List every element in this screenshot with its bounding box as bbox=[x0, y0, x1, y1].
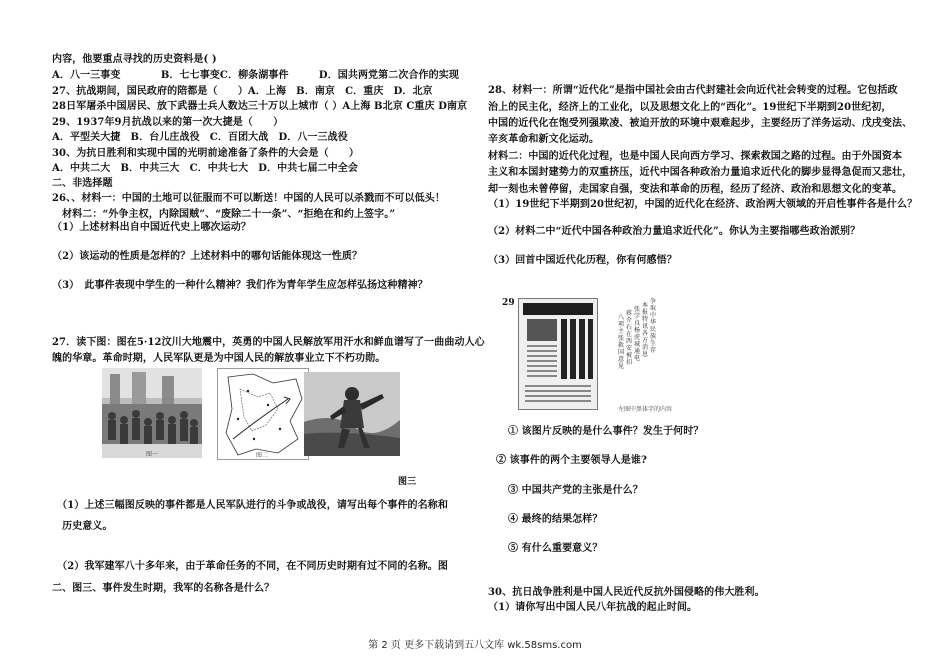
figure-1-photo bbox=[102, 368, 202, 458]
question-line: 历史意义。 bbox=[52, 521, 113, 532]
text-line: A．八一三事变 B．七七事变C．柳条湖事件 D．国共两党第二次合作的实现 bbox=[52, 70, 459, 81]
text-line: 27．读下图：图在5·12汶川大地震中，英勇的中国人民解放军用汗水和鲜血谱写了一曲曲动人心 bbox=[52, 337, 485, 348]
question-line: （2）该运动的性质是怎样的？上述材料中的哪句话能体现这一性质？ bbox=[52, 251, 363, 262]
question-29-number: 29 bbox=[502, 298, 515, 308]
vertical-text: 本报特讯各方消息 bbox=[642, 302, 649, 358]
text-line: 辛亥革命和新文化运动。 bbox=[488, 134, 600, 145]
newspaper-image bbox=[518, 298, 598, 410]
text-line: 中国的近代化在饱受列强欺凌、被迫开放的环境中艰难起步，主要经历了洋务运动、戊戌变法、 bbox=[488, 118, 913, 129]
vertical-text: 争取中华民族生存 bbox=[650, 298, 657, 354]
text-line: 30、为抗日胜利和实现中国的光明前途准备了条件的大会是（ ） bbox=[52, 148, 360, 159]
vertical-text: 张学良杨虎城通电 bbox=[634, 306, 641, 362]
newspaper-caption: 左图中黑体字的内容 bbox=[618, 406, 673, 413]
figure-3-photo bbox=[304, 372, 400, 456]
question-line: ② 该事件的两个主要领导人是谁? bbox=[496, 455, 647, 466]
text-line: 30、抗日战争胜利是中国人民近代反抗外国侵略的伟大胜利。 bbox=[488, 587, 765, 598]
text-line: 26、、材料一：中国的土地可以征服而不可以断送！中国的人民可以杀戮而不可以低头！ bbox=[52, 193, 445, 204]
figure-2-caption: 图二 bbox=[256, 452, 269, 459]
question-line: （2）材料二中“近代中国各种政治力量追求近代化”。你认为主要指哪些政治派别？ bbox=[488, 226, 861, 237]
question-line: （1）19世纪下半期到20世纪初，中国的近代化在经济、政治两大领域的开启性事件各是什么？ bbox=[488, 199, 918, 210]
figure-2-map bbox=[217, 368, 309, 460]
question-line: ⑤ 有什么重要意义？ bbox=[508, 543, 603, 554]
text-line: 材料二：中国的近代化过程，也是中国人民向西方学习、探索救国之路的过程。由于外国资本 bbox=[488, 151, 903, 162]
figure-1-caption: 图一 bbox=[146, 451, 159, 458]
question-line: （1）上述三幅图反映的事件都是人民军队进行的斗争或战役，请写出每个事件的名称和 bbox=[52, 500, 448, 511]
vertical-text: 蒋介石在西安被扣 bbox=[626, 310, 633, 366]
text-line: A．平型关大捷 B．台儿庄战役 C．百团大战 D．八一三战役 bbox=[52, 132, 348, 143]
question-line: （1）请你写出中国人民八年抗战的起止时间。 bbox=[488, 602, 698, 613]
text-line: 治上的民主化，经济上的工业化，以及思想文化上的“西化”。19世纪下半期到20世纪初， bbox=[488, 102, 892, 113]
question-line: ③ 中国共产党的主张是什么？ bbox=[508, 485, 643, 496]
text-line: 魄的华章。革命时期，人民军队更是为中国人民的解放事业立下不朽功勋。 bbox=[52, 353, 386, 364]
question-line: ① 该图片反映的是什么事件？发生于何时？ bbox=[508, 426, 704, 437]
question-line: ④ 最终的结果怎样？ bbox=[508, 514, 603, 525]
text-line: 29、1937年9月抗战以来的第一次大捷是（ ） bbox=[52, 117, 284, 128]
question-line: （2）我军建军八十多年来，由于革命任务的不同，在不同历史时期有过不同的名称。图 bbox=[52, 561, 448, 572]
vertical-text: 八项主张救国意见 bbox=[618, 314, 625, 370]
text-line: 主义和本国封建势力的双重挤压，近代中国各种政治力量追求近代化的脚步显得急促而又悲壮， bbox=[488, 167, 913, 178]
page-footer: 第 2 页 更多下载请到五八文库 wk.58sms.com bbox=[368, 640, 582, 651]
question-line: （3） 此事件表现中学生的一种什么精神？我们作为青年学生应怎样弘扬这种精神？ bbox=[52, 280, 428, 291]
section-heading: 二、非选择题 bbox=[52, 178, 113, 189]
text-line: 28日军屠杀中国居民、放下武器士兵人数达三十万以上城市（ ）A上海 B北京 C重庆 D南京 bbox=[52, 101, 468, 112]
text-line: 却一刻也未曾停留，走国家自强，变法和革命的历程，经历了经济、政治和思想文化的变革。 bbox=[488, 184, 903, 195]
text-line: 内容，他要重点寻找的历史资料是( ) bbox=[52, 54, 217, 65]
question-line: 二、图三、事件发生时期，我军的名称各是什么？ bbox=[52, 583, 275, 594]
question-line: （3）回首中国近代化历程，你有何感悟？ bbox=[488, 255, 677, 266]
text-line: A．中共二大 B．中共三大 C．中共七大 D．中共七届二中全会 bbox=[52, 163, 358, 174]
text-line: 28、材料一：所谓“近代化”是指中国社会由古代封建社会向近代社会转变的过程。它包括政 bbox=[488, 85, 898, 96]
text-line: 27、抗战期间，国民政府的陪都是（ ）A．上海 B．南京 C．重庆 D．北京 bbox=[52, 86, 433, 97]
text-line: 材料二：“外争主权，内除国贼”、“废除二十一条”、“拒绝在和约上签字。” bbox=[52, 209, 396, 220]
question-line: （1）上述材料出自中国近代史上哪次运动？ bbox=[52, 222, 251, 233]
figure-3-caption: 图三 bbox=[398, 477, 417, 487]
